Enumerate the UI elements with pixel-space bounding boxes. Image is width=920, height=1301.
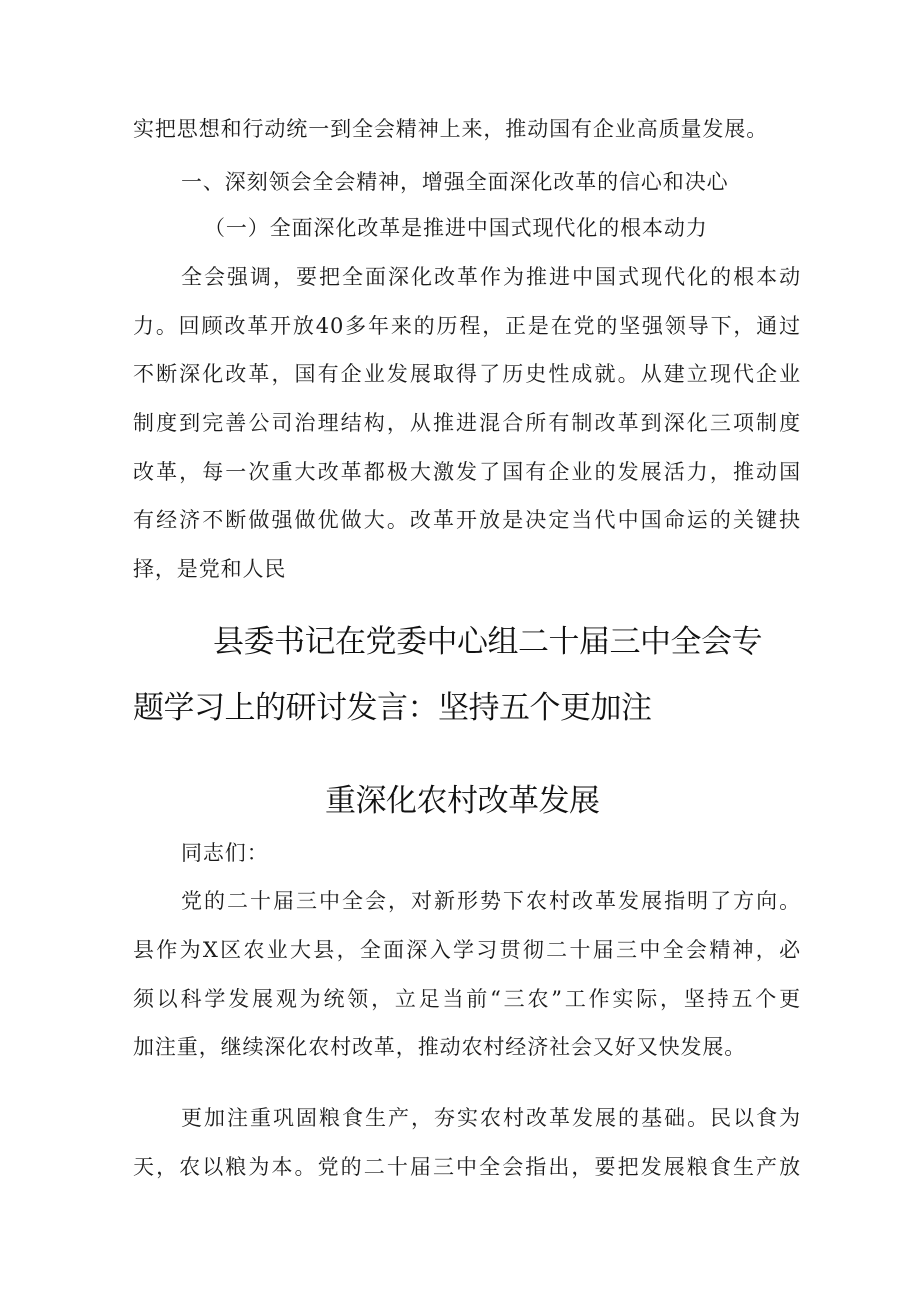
paragraph-line: 有经济不断做强做优做大。改革开放是决定当代中国命运的关键抉 — [133, 508, 801, 532]
paragraph-line: 加注重，继续深化农村改革，推动农村经济社会又好又快发展。 — [133, 1035, 747, 1059]
subsection-heading: （一）全面深化改革是推进中国式现代化的根本动力 — [204, 216, 708, 240]
paragraph-line: 全会强调，要把全面深化改革作为推进中国式现代化的根本动 — [181, 265, 801, 289]
paragraph-line: 实把思想和行动统一到全会精神上来，推动国有企业高质量发展。 — [133, 117, 769, 141]
paragraph-line: 不断深化改革，国有企业发展取得了历史性成就。从建立现代企业 — [133, 362, 801, 386]
paragraph-line: 制度到完善公司治理结构，从推进混合所有制改革到深化三项制度 — [133, 411, 801, 435]
article-title-line: 县委书记在党委中心组二十届三中全会专 — [213, 624, 762, 660]
salutation: 同志们： — [181, 841, 269, 865]
section-heading: 一、深刻领会全会精神，增强全面深化改革的信心和决心 — [181, 170, 729, 194]
paragraph-line: 须以科学发展观为统领，立足当前“三农”工作实际，坚持五个更 — [133, 987, 801, 1011]
paragraph-line: 党的二十届三中全会，对新形势下农村改革发展指明了方向。 — [181, 889, 801, 913]
paragraph-line: 更加注重巩固粮食生产，夯实农村改革发展的基础。民以食为 — [181, 1106, 801, 1130]
article-title-line: 题学习上的研讨发言：坚持五个更加注 — [133, 690, 652, 726]
paragraph-line: 择，是党和人民 — [133, 557, 287, 581]
paragraph-line: 改革，每一次重大改革都极大激发了国有企业的发展活力，推动国 — [133, 460, 801, 484]
paragraph-line: 天，农以粮为本。党的二十届三中全会指出，要把发展粮食生产放 — [133, 1155, 801, 1179]
paragraph-line: 力。回顾改革开放40多年来的历程，正是在党的坚强领导下，通过 — [133, 314, 801, 338]
paragraph-line: 县作为X区农业大县，全面深入学习贯彻二十届三中全会精神，必 — [133, 938, 801, 962]
article-title-line: 重深化农村改革发展 — [325, 783, 600, 819]
